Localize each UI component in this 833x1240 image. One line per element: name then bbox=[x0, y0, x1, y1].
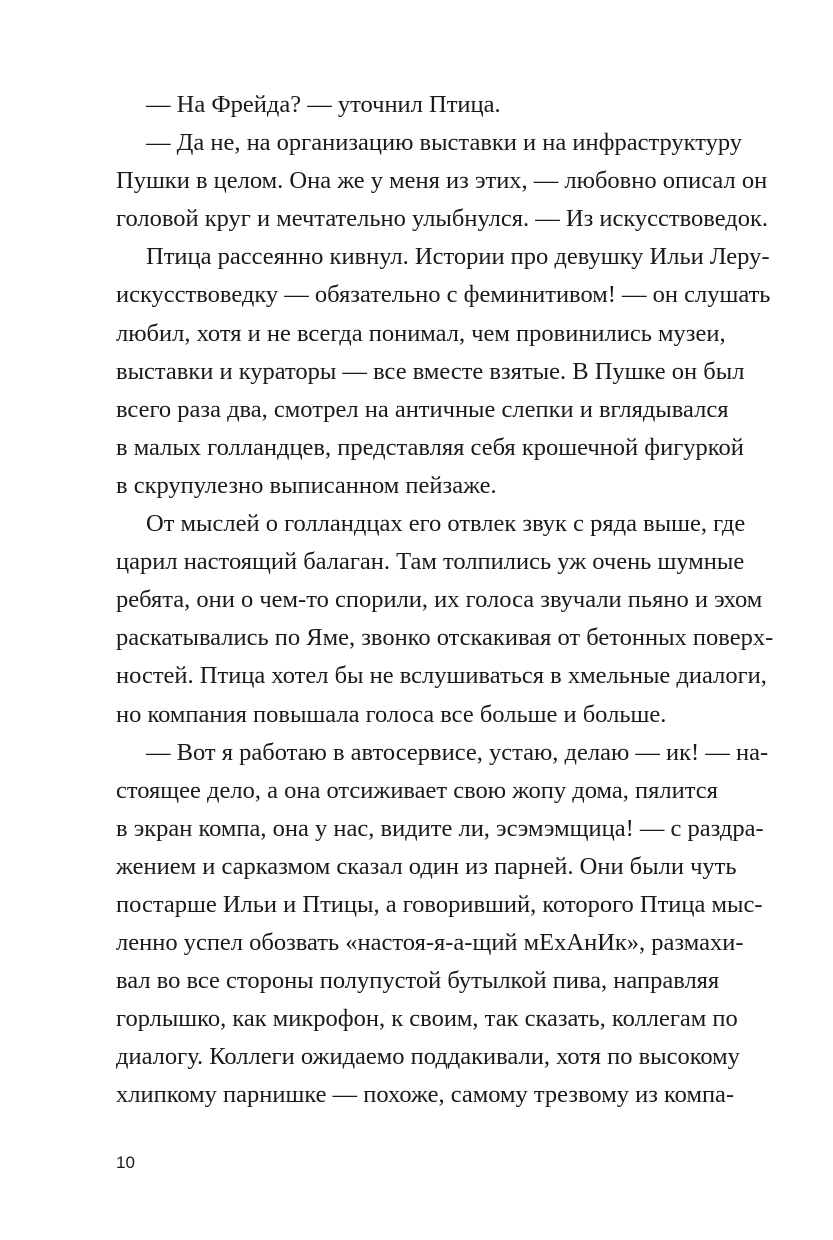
text-line: в малых голландцев, представляя себя крошечной фигуркой bbox=[116, 433, 744, 461]
text-line: Пушки в целом. Она же у меня из этих, — любовно описал он bbox=[116, 167, 768, 195]
text-line: головой круг и мечтательно улыбнулся. — Из искусствоведок. bbox=[116, 205, 768, 233]
text-line: любил, хотя и не всегда понимал, чем провинились музеи, bbox=[116, 319, 726, 347]
text-line: От мыслей о голландцах его отвлек звук с ряда выше, где bbox=[146, 510, 746, 538]
text-line: хлипкому парнишке — похоже, самому трезвому из компа- bbox=[116, 1081, 735, 1109]
text-line: постарше Ильи и Птицы, а говоривший, которого Птица мыс- bbox=[116, 890, 763, 918]
text-line: выставки и кураторы — все вместе взятые. В Пушке он был bbox=[116, 357, 745, 385]
text-line: диалогу. Коллеги ожидаемо поддакивали, хотя по высокому bbox=[116, 1043, 740, 1071]
text-line: Птица рассеянно кивнул. Истории про девушку Ильи Леру- bbox=[146, 243, 770, 271]
text-line: горлышко, как микрофон, к своим, так сказать, коллегам по bbox=[116, 1005, 738, 1033]
text-line: — Да не, на организацию выставки и на инфраструктуру bbox=[146, 129, 743, 157]
text-line: ностей. Птица хотел бы не вслушиваться в хмельные диалоги, bbox=[116, 662, 767, 690]
text-line: ребята, они о чем-то спорили, их голоса звучали пьяно и эхом bbox=[116, 586, 763, 614]
body-text bbox=[116, 86, 774, 1115]
text-line: стоящее дело, а она отсиживает свою жопу дома, пялится bbox=[116, 776, 718, 804]
text-line: ленно успел обозвать «настоя-я-а-щий мЕхАнИк», размахи- bbox=[116, 929, 744, 957]
text-line: — На Фрейда? — уточнил Птица. bbox=[146, 91, 501, 118]
text-line: в экран компа, она у нас, видите ли, эсэмэмщица! — с раздра- bbox=[116, 814, 764, 842]
text-line: раскатывались по Яме, звонко отскакивая от бетонных поверх- bbox=[116, 624, 774, 652]
text-line: в скрупулезно выписанном пейзаже. bbox=[116, 471, 497, 499]
text-line: всего раза два, смотрел на античные слепки и вглядывался bbox=[116, 395, 729, 423]
text-line: — Вот я работаю в автосервисе, устаю, делаю — ик! — на- bbox=[146, 738, 769, 766]
text-line: искусствоведку — обязательно с феминитивом! — он слушать bbox=[116, 281, 771, 309]
text-line: жением и сарказмом сказал один из парней. Они были чуть bbox=[116, 852, 737, 880]
text-line: царил настоящий балаган. Там толпились уж очень шумные bbox=[116, 548, 745, 576]
page-number: 10 bbox=[116, 1153, 135, 1172]
text-line: но компания повышала голоса все больше и больше. bbox=[116, 700, 667, 728]
text-line: вал во все стороны полупустой бутылкой пива, направляя bbox=[116, 967, 720, 995]
